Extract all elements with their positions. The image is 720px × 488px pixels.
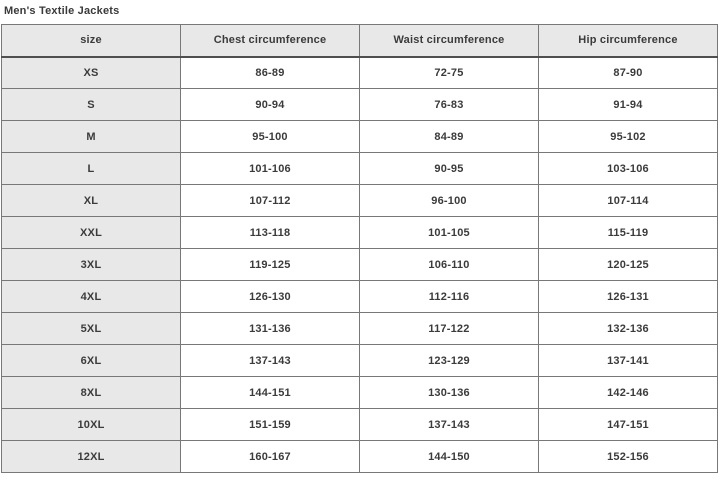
table-body	[2, 57, 718, 473]
table-header	[2, 25, 718, 57]
size-cell: 5XL	[2, 313, 181, 345]
size-cell: 8XL	[2, 377, 181, 409]
waist-cell: 106-110	[360, 249, 539, 281]
waist-cell: 90-95	[360, 153, 539, 185]
table-row	[2, 377, 718, 409]
size-cell: M	[2, 121, 181, 153]
hip-cell: 115-119	[539, 217, 718, 249]
size-cell: XXL	[2, 217, 181, 249]
table-row	[2, 441, 718, 473]
hip-cell: 103-106	[539, 153, 718, 185]
header-row	[2, 25, 718, 57]
table-row	[2, 217, 718, 249]
waist-cell: 137-143	[360, 409, 539, 441]
table-row	[2, 185, 718, 217]
chest-cell: 119-125	[181, 249, 360, 281]
waist-cell: 144-150	[360, 441, 539, 473]
hip-cell: 87-90	[539, 57, 718, 89]
page-title: Men's Textile Jackets	[4, 5, 120, 17]
table-row	[2, 345, 718, 377]
chest-cell: 131-136	[181, 313, 360, 345]
hip-cell: 147-151	[539, 409, 718, 441]
waist-cell: 112-116	[360, 281, 539, 313]
size-cell: L	[2, 153, 181, 185]
hip-cell: 137-141	[539, 345, 718, 377]
hip-cell: 95-102	[539, 121, 718, 153]
size-cell: 12XL	[2, 441, 181, 473]
table-row	[2, 57, 718, 89]
waist-cell: 101-105	[360, 217, 539, 249]
chest-cell: 144-151	[181, 377, 360, 409]
header-waist-circumference: Waist circumference	[360, 25, 539, 57]
chest-cell: 107-112	[181, 185, 360, 217]
size-cell: 3XL	[2, 249, 181, 281]
chest-cell: 137-143	[181, 345, 360, 377]
chest-cell: 160-167	[181, 441, 360, 473]
header-chest-circumference: Chest circumference	[181, 25, 360, 57]
waist-cell: 76-83	[360, 89, 539, 121]
hip-cell: 132-136	[539, 313, 718, 345]
table-row	[2, 409, 718, 441]
chest-cell: 101-106	[181, 153, 360, 185]
chest-cell: 126-130	[181, 281, 360, 313]
hip-cell: 126-131	[539, 281, 718, 313]
table-row	[2, 89, 718, 121]
chest-cell: 113-118	[181, 217, 360, 249]
waist-cell: 84-89	[360, 121, 539, 153]
waist-cell: 117-122	[360, 313, 539, 345]
waist-cell: 96-100	[360, 185, 539, 217]
table-row	[2, 249, 718, 281]
table-row	[2, 281, 718, 313]
waist-cell: 72-75	[360, 57, 539, 89]
size-chart-table	[1, 24, 718, 473]
header-size: size	[2, 25, 181, 57]
hip-cell: 142-146	[539, 377, 718, 409]
table-row	[2, 121, 718, 153]
size-cell: 4XL	[2, 281, 181, 313]
chest-cell: 90-94	[181, 89, 360, 121]
size-cell: XS	[2, 57, 181, 89]
hip-cell: 91-94	[539, 89, 718, 121]
waist-cell: 123-129	[360, 345, 539, 377]
size-cell: XL	[2, 185, 181, 217]
table-row	[2, 153, 718, 185]
waist-cell: 130-136	[360, 377, 539, 409]
table-row	[2, 313, 718, 345]
size-cell: 6XL	[2, 345, 181, 377]
size-cell: 10XL	[2, 409, 181, 441]
hip-cell: 152-156	[539, 441, 718, 473]
header-hip-circumference: Hip circumference	[539, 25, 718, 57]
chest-cell: 151-159	[181, 409, 360, 441]
size-cell: S	[2, 89, 181, 121]
hip-cell: 120-125	[539, 249, 718, 281]
hip-cell: 107-114	[539, 185, 718, 217]
chest-cell: 86-89	[181, 57, 360, 89]
chest-cell: 95-100	[181, 121, 360, 153]
